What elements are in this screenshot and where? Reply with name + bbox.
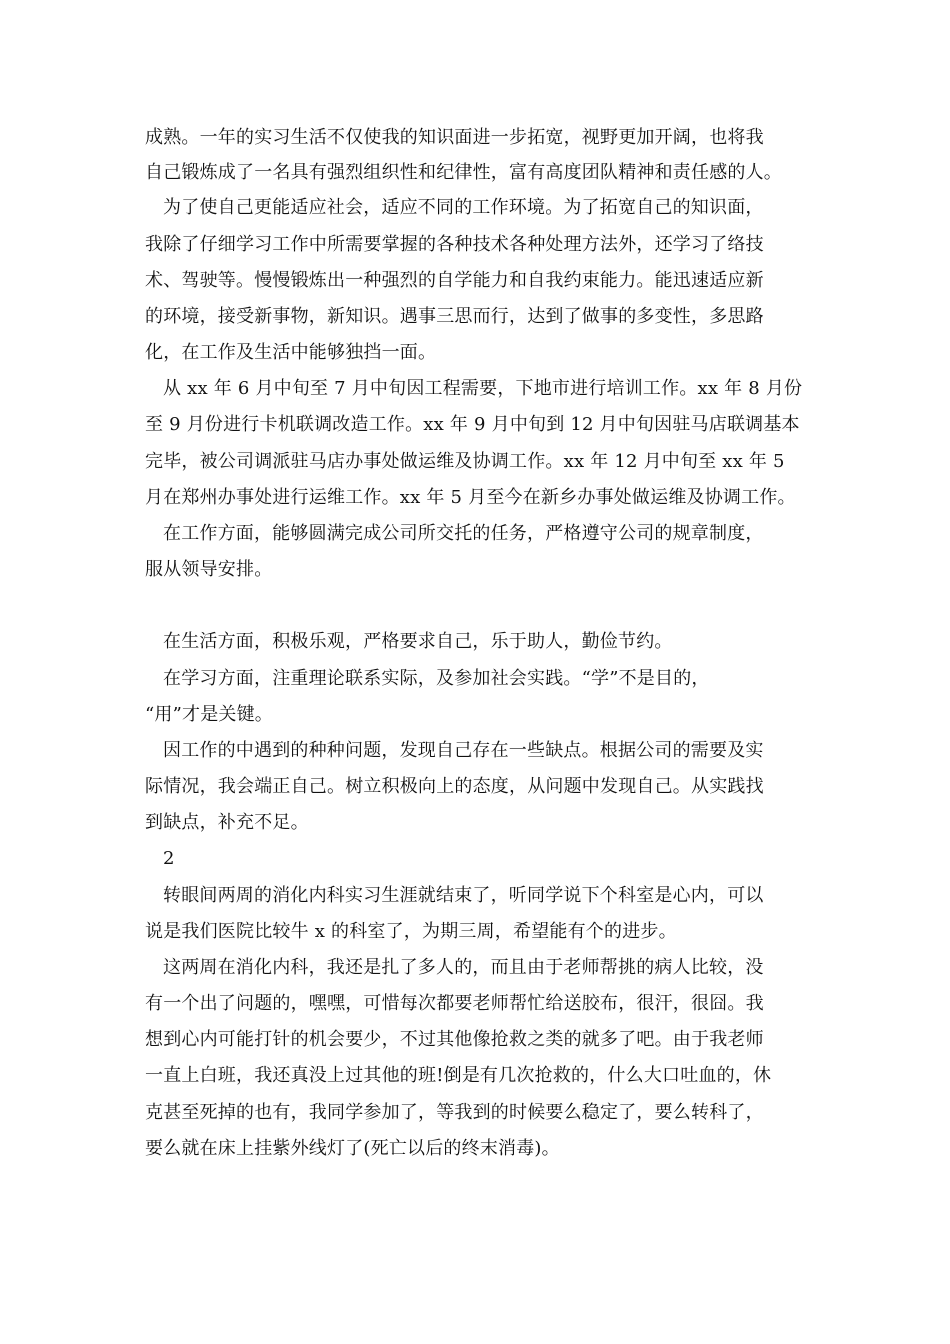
text-line: 有一个出了问题的，嘿嘿，可惜每次都要老师帮忙给送胶布，很汗，很囧。我 <box>145 993 764 1014</box>
text-line: 化，在工作及生活中能够独挡一面。 <box>145 342 437 363</box>
text-line: 际情况，我会端正自己。树立积极向上的态度，从问题中发现自己。从实践找 <box>145 776 764 797</box>
text-line: 在工作方面，能够圆满完成公司所交托的任务，严格遵守公司的规章制度， <box>163 523 764 544</box>
text-line: 因工作的中遇到的种种问题，发现自己存在一些缺点。根据公司的需要及实 <box>163 740 764 761</box>
text-line: 服从领导安排。 <box>145 559 273 580</box>
text-line: 成熟。一年的实习生活不仅使我的知识面进一步拓宽，视野更加开阔，也将我 <box>145 127 764 148</box>
text-line: 至 9 月份进行卡机联调改造工作。xx 年 9 月中旬到 12 月中旬因驻马店联调基本 <box>145 414 800 435</box>
text-line: 的环境，接受新事物，新知识。遇事三思而行，达到了做事的多变性，多思路 <box>145 306 764 327</box>
text-line: “用”才是关键。 <box>145 704 274 725</box>
section-number: 2 <box>163 848 175 869</box>
text-line: 月在郑州办事处进行运维工作。xx 年 5 月至今在新乡办事处做运维及协调工作。 <box>145 487 796 508</box>
text-line: 术、驾驶等。慢慢锻炼出一种强烈的自学能力和自我约束能力。能迅速适应新 <box>145 270 764 291</box>
text-line: 想到心内可能打针的机会要少，不过其他像抢救之类的就多了吧。由于我老师 <box>145 1029 764 1050</box>
text-line: 克甚至死掉的也有，我同学参加了，等我到的时候要么稳定了，要么转科了， <box>145 1102 764 1123</box>
text-line: 到缺点，补充不足。 <box>145 812 309 833</box>
text-line: 自己锻炼成了一名具有强烈组织性和纪律性，富有高度团队精神和责任感的人。 <box>145 162 782 183</box>
text-line: 一直上白班，我还真没上过其他的班!倒是有几次抢救的，什么大口吐血的，休 <box>145 1065 772 1086</box>
text-line: 在生活方面，积极乐观，严格要求自己，乐于助人，勤俭节约。 <box>163 631 673 652</box>
text-line: 从 xx 年 6 月中旬至 7 月中旬因工程需要，下地市进行培训工作。xx 年 8 月份 <box>163 378 803 399</box>
text-line: 转眼间两周的消化内科实习生涯就结束了，听同学说下个科室是心内，可以 <box>163 885 764 906</box>
text-line: 说是我们医院比较牛 x 的科室了，为期三周，希望能有个的进步。 <box>145 921 677 942</box>
text-line: 我除了仔细学习工作中所需要掌握的各种技术各种处理方法外，还学习了络技 <box>145 234 764 255</box>
text-line: 在学习方面，注重理论联系实际，及参加社会实践。“学”不是目的， <box>163 668 710 689</box>
text-line: 要么就在床上挂紫外线灯了(死亡以后的终末消毒)。 <box>145 1138 560 1159</box>
text-line: 为了使自己更能适应社会，适应不同的工作环境。为了拓宽自己的知识面， <box>163 197 764 218</box>
text-line: 这两周在消化内科，我还是扎了多人的，而且由于老师帮挑的病人比较，没 <box>163 957 764 978</box>
text-line: 完毕，被公司调派驻马店办事处做运维及协调工作。xx 年 12 月中旬至 xx 年 5 <box>145 451 785 472</box>
